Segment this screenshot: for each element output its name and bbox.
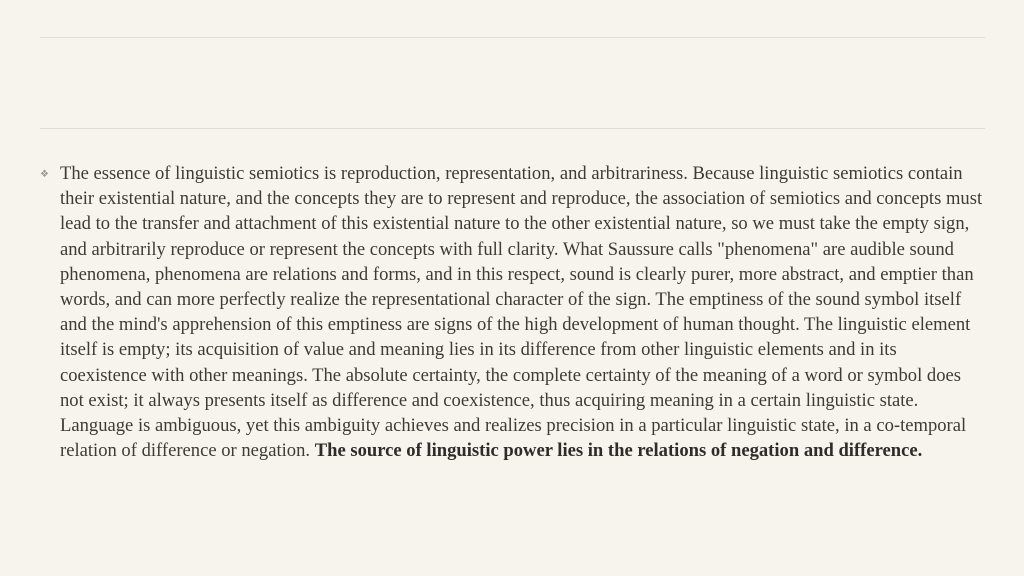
slide-body: [40, 161, 985, 463]
paragraph-bold-conclusion: The source of linguistic power lies in the relations of negation and difference.: [314, 440, 923, 462]
paragraph-text: The essence of linguistic semiotics is reproduction, representation, and arbitrariness. Because linguistic semiotics contain their existential nature, and the concepts they are to represent and reproduce, the association of semiotics and concepts must lead to the transfer and attachment of this existential nature to the other existential nature, so we must take the empty sign, and arbitrarily reproduce or represent the concepts with full clarity. What Saussure calls "phenomena" are audible sound phenomena, phenomena are relations and forms, and in this respect, sound is clearly purer, more abstract, and emptier than words, and can more perfectly realize the representational character of the sign. The emptiness of the sound symbol itself and the mind's apprehension of this emptiness are signs of the high development of human thought. The linguistic element itself is empty; its acquisition of value and meaning lies in its difference from other linguistic elements and in its coexistence with other meanings. The absolute certainty, the complete certainty of the meaning of a word or symbol does not exist; it always presents itself as difference and coexistence, thus acquiring meaning in a certain linguistic state. Language is ambiguous, yet this ambiguity achieves and realizes precision in a particular linguistic state, in a co-temporal relation of difference or negation.: [60, 163, 983, 462]
title-divider: [40, 128, 985, 129]
top-divider: [40, 37, 985, 38]
diamond-bullet-icon: ❖: [40, 169, 49, 180]
body-paragraph: [60, 161, 985, 463]
bullet-item: [40, 161, 985, 463]
